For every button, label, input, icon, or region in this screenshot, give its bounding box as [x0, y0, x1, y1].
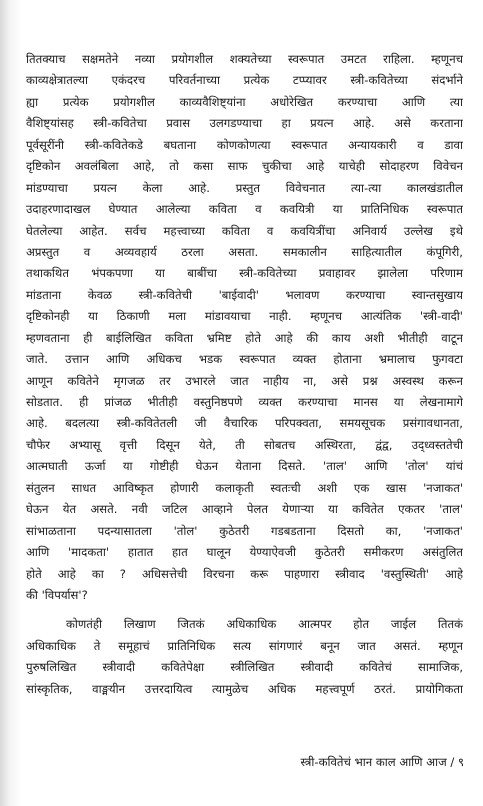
text-line: पुरुषलिखित स्त्रीवादी कवितेपेक्षा स्त्रीलिखित स्त्रीवादी कवितेचं सामाजिक, — [26, 660, 463, 675]
text-line: दृष्टिकोन अवलंबिला आहे, तो कसा साफ चुकीचा आहे याचेही सोदाहरण विवेचन — [26, 159, 463, 174]
text-line: तथाकथित भंपकपणा या बाबींचा स्त्री-कवितेच्या प्रवाहावर झालेला परिणाम — [26, 266, 463, 281]
text-line: वैशिष्ट्यांसह स्त्री-कवितेचा प्रवास उलगडण्याचा हा प्रयत्न आहे. असे करताना — [26, 116, 463, 131]
text-line: अप्रस्तुत व अव्यवहार्य ठरला असता. समकालीन साहित्यातील कंपूगिरी, — [26, 244, 463, 259]
text-line: अधिकाधिक ते समूहाचं प्रातिनिधिक सत्य सांगणारं बनून जात असतं. म्हणून — [26, 638, 463, 653]
text-line: की 'विपर्यास'? — [26, 587, 88, 602]
text-line: संतुलन साधत आविष्कृत होणारी कलाकृती स्वतःची अशी एक खास 'नजाकत' — [26, 480, 463, 495]
text-line: घेतलेल्या आहेत. सर्वच महत्त्वाच्या कविता व कवयित्रींचा अनिवार्य उल्लेख इथे — [26, 223, 463, 238]
text-line: काव्यक्षेत्रातल्या एकंदरच परिवर्तनाच्या प्रत्येक टप्प्यावर स्त्री-कवितेच्या संदर्भाने — [26, 73, 463, 88]
text-line: सांस्कृतिक, वाङ्मयीन उत्तरदायित्व त्यामुळेच अधिक महत्त्वपूर्ण ठरतं. प्रायोगिकता — [26, 681, 463, 696]
text-line: दृष्टिकोनही या ठिकाणी मला मांडावयाचा नाही. म्हणूनच आत्यंतिक 'स्त्री-वादी' — [26, 309, 463, 324]
text-line: उदाहरणादाखल घेण्यात आलेल्या कविता व कवयित्री या प्रातिनिधिक स्वरूपात — [26, 202, 463, 217]
text-line: मांडण्याचा प्रयत्न केला आहे. प्रस्तुत विवेचनात त्या-त्या कालखंडातील — [26, 180, 463, 195]
body-text — [26, 49, 463, 700]
paragraph-2 — [26, 614, 463, 700]
text-line: होते आहे का ? अधिसत्तेची विरचना करू पाहणारा स्त्रीवाद 'वस्तुस्थिती' आहे — [26, 566, 463, 581]
running-footer: स्त्री-कवितेचं भान काल आणि आज / ९ — [300, 755, 464, 769]
text-line: सांभाळताना पदन्यासातला 'तोल' कुठेतरी गडबडताना दिसतो का, 'नजाकत' — [26, 523, 463, 538]
text-line: आणून कवितेने मृगजळ तर उभारले जात नाहीय ना, असे प्रश्न अस्वस्थ करून — [26, 373, 463, 388]
text-line: चौफेर अभ्यासू वृत्ती दिसून येते, ती सोबतच अस्थिरता, द्वंद्व, उद्ध्वस्ततेची — [26, 437, 463, 452]
text-line: पूर्वसूरींनी स्त्री-कवितेकडे बघताना कोणकोणत्या स्वरूपात अन्यायकारी व डावा — [26, 137, 463, 152]
text-line: कोणतंही लिखाण जितकं अधिकाधिक आत्मपर होत जाईल तितकं — [66, 617, 463, 632]
text-line: ह्या प्रत्येक प्रयोगशील काव्यवैशिष्ट्यांना अधोरेखित करण्याचा आणि त्या — [26, 94, 463, 109]
paragraph-1 — [26, 49, 463, 606]
text-line: तितक्याच सक्षमतेने नव्या प्रयोगशील शक्यतेच्या स्वरूपात उमटत राहिला. म्हणूनच — [26, 52, 463, 66]
text-line: सोडतात. ही प्रांजळ भीतीही वस्तुनिष्ठपणे व्यक्त करण्याचा मानस या लेखनामागे — [26, 395, 463, 409]
text-line: आणि 'मादकता' हातात हात घालून येण्याऐवजी कुठेतरी समीकरण असंतुलित — [26, 545, 463, 560]
text-line: म्हणवताना ही बाईलिखित कविता भ्रमिष्ट होते आहे की काय अशी भीतीही वाटून — [26, 330, 463, 345]
paragraph-gap — [26, 606, 463, 614]
text-line: जाते. उत्तान आणि अधिकच भडक स्वरूपात व्यक्त होताना भ्रमालाच फुगवटा — [26, 352, 463, 367]
text-line: आत्मघाती ऊर्जा या गोष्टीही घेऊन येताना दिसते. 'ताल' आणि 'तोल' यांचं — [26, 459, 463, 474]
text-line: मांडताना केवळ स्त्री-कवितेची 'बाईवादी' भलावण करण्याचा स्वान्तसुखाय — [26, 287, 463, 302]
text-line: घेऊन येत असते. नवी जटिल आव्हाने पेलत येणाऱ्या या कवितेत एकतर 'ताल' — [26, 502, 463, 517]
text-line: आहे. बदलत्या स्त्री-कवितेतली जी वैचारिक परिपक्वता, समयसूचक प्रसंगावधानता, — [26, 416, 463, 431]
